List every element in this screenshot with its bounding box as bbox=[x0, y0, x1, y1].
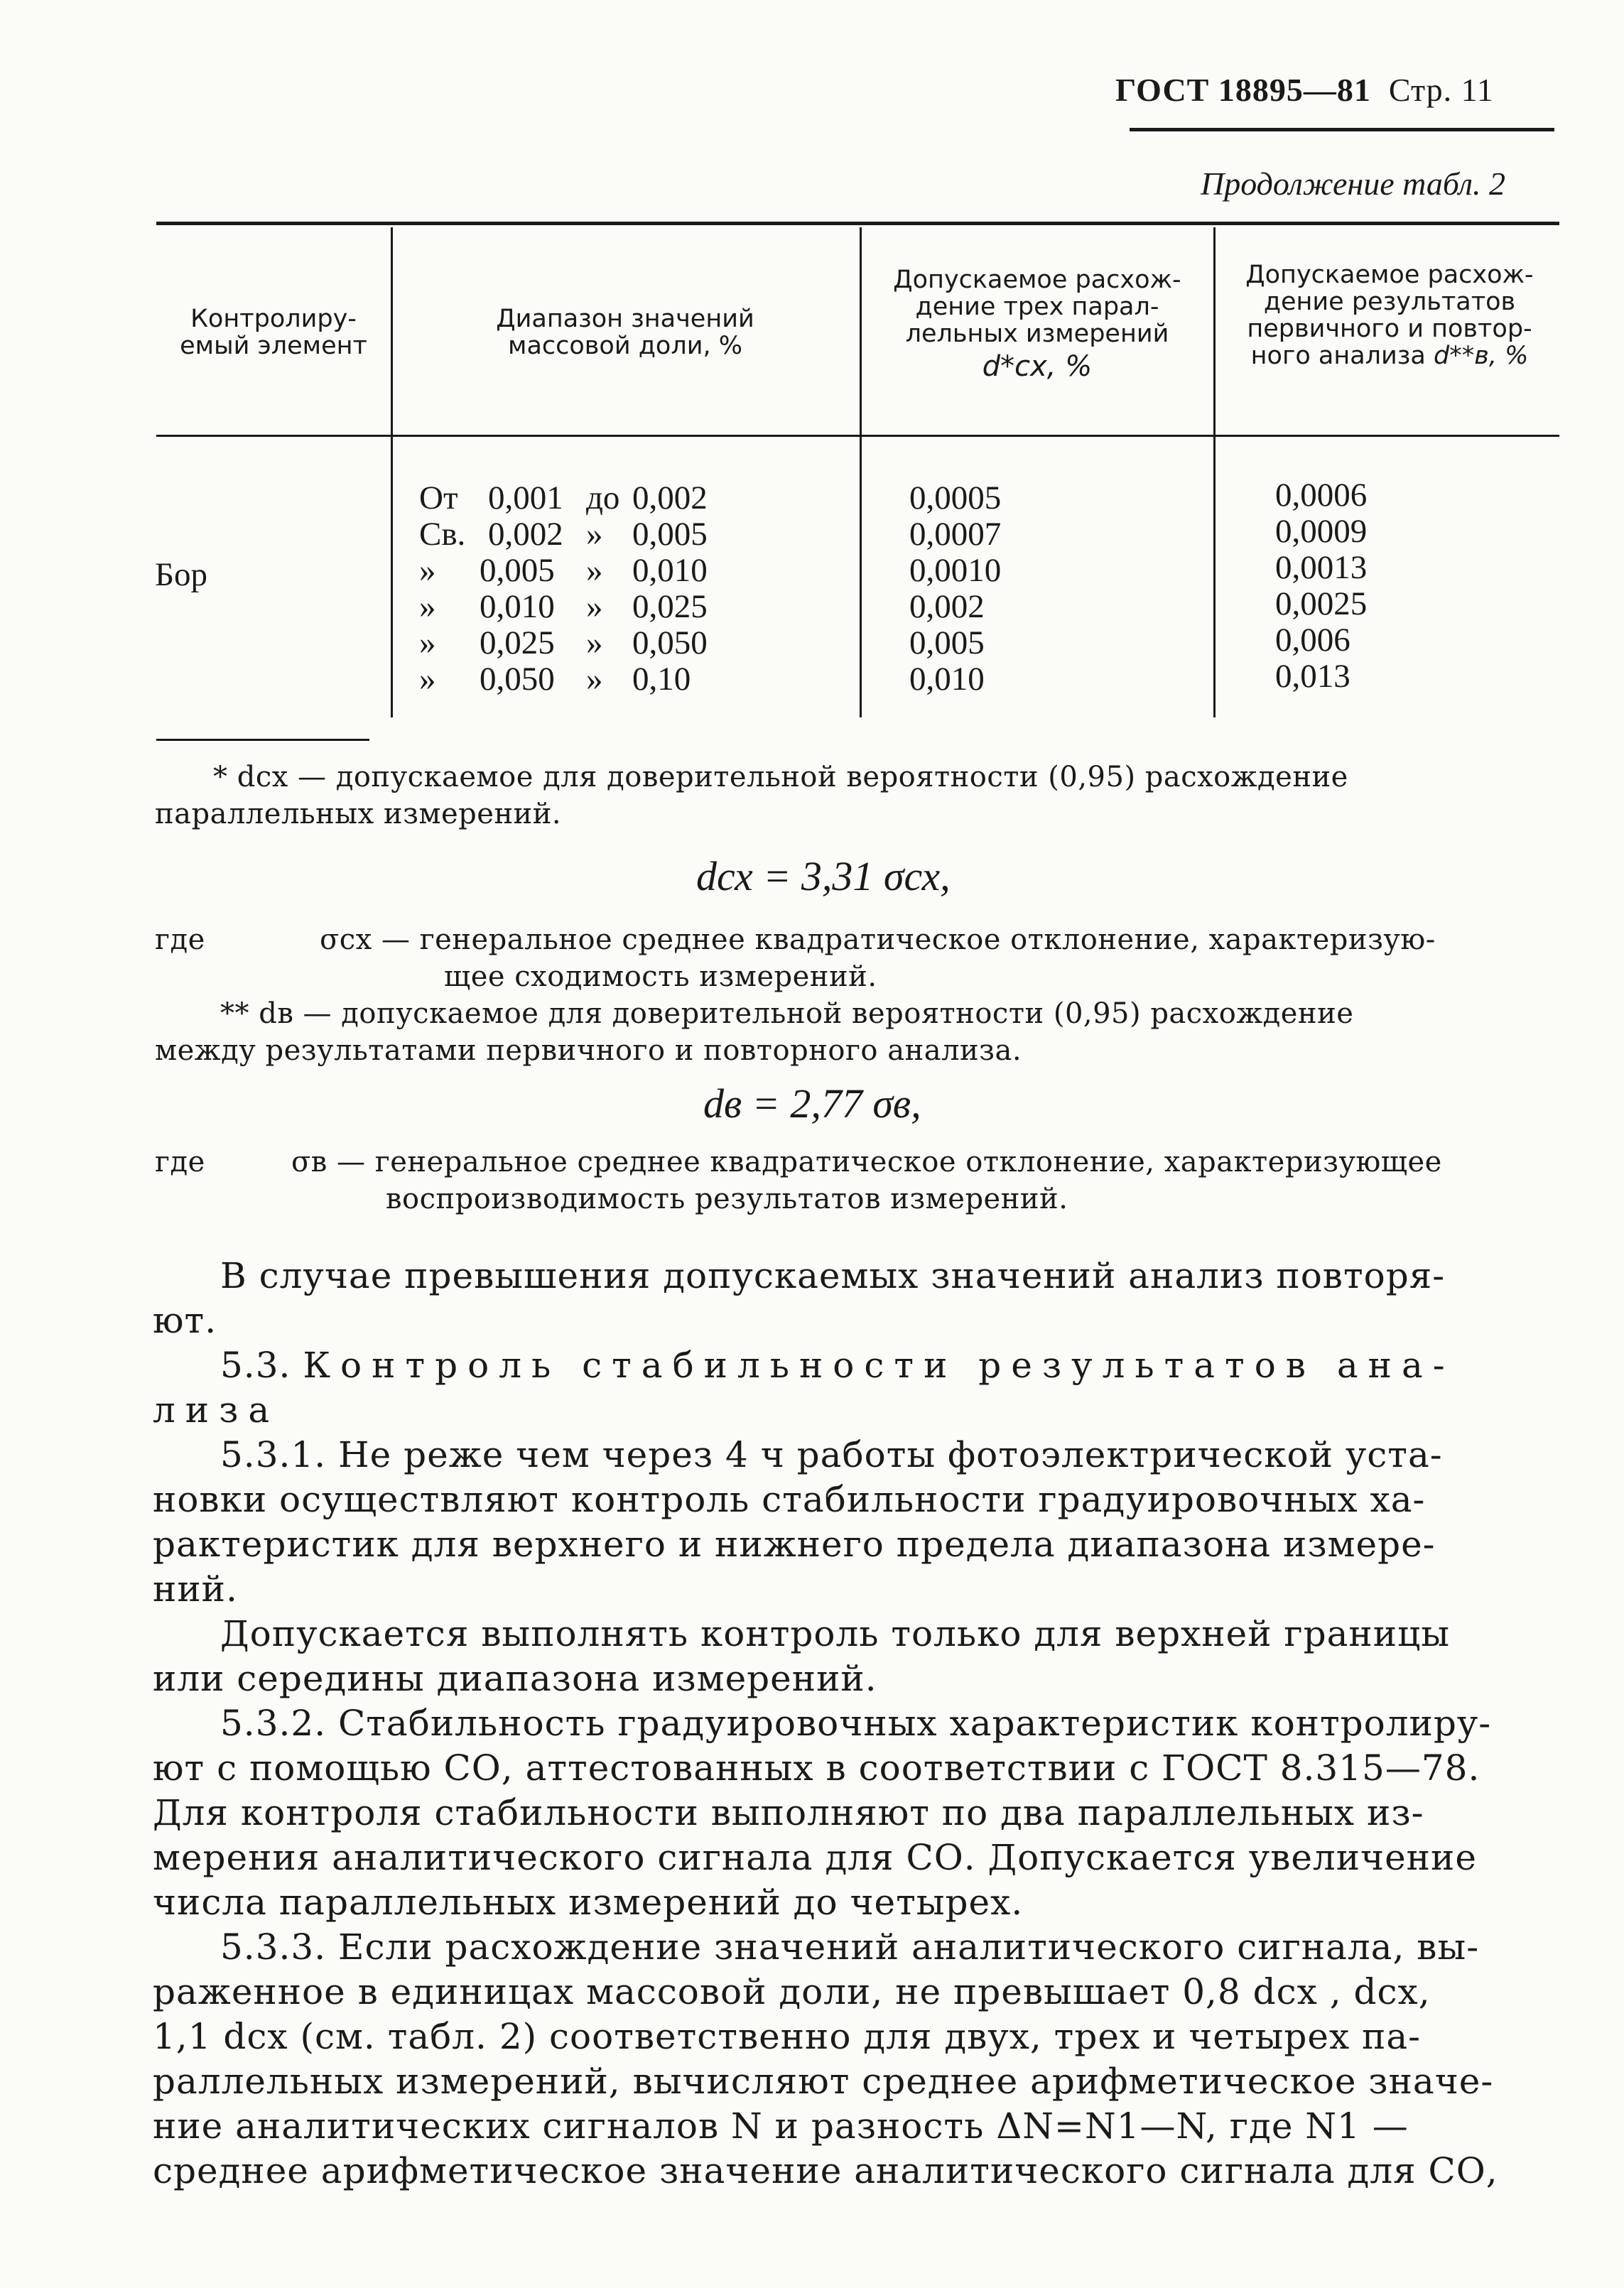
section-heading bbox=[153, 1343, 1552, 1388]
paragraph-line: В случае превышения допускаемых значений анализ повторя- bbox=[220, 1255, 1446, 1296]
table-col-divider-3 bbox=[1213, 227, 1216, 717]
range-prefix: » bbox=[419, 588, 436, 625]
range-sep: » bbox=[586, 588, 603, 625]
range-from: 0,005 bbox=[480, 552, 555, 589]
where-label-2: где bbox=[155, 1146, 205, 1178]
dv-value: 0,0006 bbox=[1275, 477, 1368, 514]
range-sep: до bbox=[586, 479, 620, 516]
column-header-element bbox=[160, 305, 387, 359]
element-cell: Бор bbox=[155, 556, 207, 593]
table-row bbox=[419, 516, 845, 553]
header-symbol: d**в, % bbox=[1433, 342, 1529, 370]
dv-column bbox=[1275, 477, 1367, 695]
paragraph-line: ют с помощью СО, аттестованных в соответствии с ГОСТ 8.315—78. bbox=[153, 1747, 1480, 1789]
table-row bbox=[419, 553, 845, 589]
dcx-value: 0,0005 bbox=[909, 479, 1002, 516]
paragraph-line: ний. bbox=[153, 1568, 238, 1610]
paragraph-line: ние аналитических сигналов N и разность ΔN=N1—N, где N1 — bbox=[153, 2105, 1409, 2147]
paragraph-line: 1,1 dсх (см. табл. 2) соответственно для двух, трех и четырех па- bbox=[153, 2016, 1422, 2057]
range-from: 0,010 bbox=[480, 588, 555, 625]
paragraph-line: новки осуществляют контроль стабильности градуировочных ха- bbox=[153, 1479, 1426, 1520]
where-text-1-cont: щее сходимость измерений. bbox=[444, 960, 877, 993]
range-to: 0,010 bbox=[632, 552, 708, 589]
where-text-2-cont: воспроизводимость результатов измерений. bbox=[386, 1183, 1068, 1215]
range-sep: » bbox=[586, 516, 603, 553]
range-to: 0,002 bbox=[632, 479, 708, 516]
header-line: емый элемент bbox=[180, 332, 367, 360]
dcx-value: 0,0010 bbox=[909, 552, 1002, 589]
header-line: первичного и повтор- bbox=[1247, 315, 1532, 343]
header-line: Диапазон значений bbox=[496, 305, 754, 333]
footnote-1: * dсх — допускаемое для доверительной вероятности (0,95) расхождение bbox=[213, 761, 1348, 793]
section-title-cont: лиза bbox=[153, 1389, 280, 1431]
range-to: 0,050 bbox=[632, 624, 708, 661]
column-header-dv bbox=[1219, 261, 1560, 369]
dv-value: 0,0025 bbox=[1275, 585, 1368, 622]
range-sep: » bbox=[586, 661, 603, 698]
range-to: 0,10 bbox=[632, 661, 691, 698]
footnote-2-cont: между результатами первичного и повторного анализа. bbox=[155, 1034, 1022, 1067]
formula-dcx: dсх = 3,31 σсх, bbox=[696, 853, 951, 899]
range-sep: » bbox=[586, 624, 603, 661]
footnote-separator bbox=[156, 739, 369, 741]
paragraph-line: мерения аналитического сигнала для СО. Допускается увеличение bbox=[153, 1837, 1477, 1878]
range-from: 0,002 bbox=[488, 516, 563, 553]
paragraph-line: 5.3.2. Стабильность градуировочных характеристик контролиру- bbox=[220, 1703, 1492, 1744]
dcx-value: 0,0007 bbox=[909, 516, 1002, 553]
range-prefix: » bbox=[419, 624, 436, 661]
range-sep: » bbox=[586, 552, 603, 589]
header-line: Контролиру- bbox=[190, 305, 357, 333]
header-rule bbox=[1130, 128, 1554, 131]
table-row bbox=[419, 589, 845, 625]
standard-number: ГОСТ 18895—81 bbox=[1115, 72, 1371, 108]
range-prefix: » bbox=[419, 661, 436, 698]
table-row bbox=[419, 661, 845, 698]
dv-value: 0,006 bbox=[1275, 622, 1350, 658]
section-title: Контроль стабильности результатов ана- bbox=[303, 1345, 1455, 1386]
dv-value: 0,013 bbox=[1275, 658, 1350, 695]
paragraph-line: раллельных измерений, вычисляют среднее арифметическое значе- bbox=[153, 2061, 1494, 2102]
dcx-value: 0,010 bbox=[909, 661, 985, 698]
paragraph-line: раженное в единицах массовой доли, не превышает 0,8 dсх , dсх, bbox=[153, 1971, 1431, 2012]
where-text-2: σв — генеральное среднее квадратическое отклонение, характеризующее bbox=[291, 1146, 1442, 1178]
header-line: Допускаемое расхож- bbox=[893, 266, 1181, 294]
footnote-2: ** dв — допускаемое для доверительной вероятности (0,95) расхождение bbox=[220, 997, 1354, 1030]
range-prefix: Св. bbox=[419, 516, 466, 553]
paragraph-line: числа параллельных измерений до четырех. bbox=[153, 1882, 1024, 1923]
range-from: 0,001 bbox=[488, 479, 563, 516]
header-line: ного анализа bbox=[1250, 342, 1426, 370]
dcx-value: 0,002 bbox=[909, 588, 985, 625]
formula-dv: dв = 2,77 σв, bbox=[703, 1080, 921, 1127]
dcx-column bbox=[909, 480, 1001, 698]
page-header bbox=[1115, 71, 1494, 109]
range-prefix: » bbox=[419, 552, 436, 589]
table-row bbox=[419, 625, 845, 661]
paragraph-line: среднее арифметическое значение аналитического сигнала для СО, bbox=[153, 2150, 1498, 2191]
range-to: 0,025 bbox=[632, 588, 708, 625]
header-symbol: d*сх, % bbox=[982, 350, 1093, 383]
range-from: 0,025 bbox=[480, 624, 555, 661]
table-col-divider-1 bbox=[391, 227, 393, 717]
body-text bbox=[153, 1254, 1552, 2194]
header-line: массовой доли, % bbox=[508, 332, 742, 360]
page-number: Стр. 11 bbox=[1388, 72, 1494, 108]
dv-value: 0,0009 bbox=[1275, 513, 1368, 550]
dcx-value: 0,005 bbox=[909, 624, 985, 661]
paragraph-line: 5.3.3. Если расхождение значений аналитического сигнала, вы- bbox=[220, 1926, 1480, 1968]
range-prefix: От bbox=[419, 479, 458, 516]
table-row bbox=[419, 480, 845, 516]
paragraph-line: ют. bbox=[153, 1300, 217, 1341]
table-continuation-caption: Продолжение табл. 2 bbox=[1201, 166, 1505, 202]
header-line: дение результатов bbox=[1263, 288, 1516, 316]
header-line: дение трех парал- bbox=[915, 293, 1159, 321]
range-from: 0,050 bbox=[480, 661, 555, 698]
paragraph-line: Для контроля стабильности выполняют по два параллельных из- bbox=[153, 1792, 1424, 1833]
dv-value: 0,0013 bbox=[1275, 549, 1368, 586]
table-header-rule bbox=[156, 435, 1559, 437]
header-line: Допускаемое расхож- bbox=[1245, 261, 1534, 289]
paragraph-line: Допускается выполнять контроль только для верхней границы bbox=[220, 1613, 1451, 1654]
table-col-divider-2 bbox=[860, 227, 862, 717]
range-to: 0,005 bbox=[632, 516, 708, 553]
column-header-range bbox=[398, 305, 852, 359]
paragraph-line: рактеристик для верхнего и нижнего предела диапазона измере- bbox=[153, 1524, 1436, 1565]
where-text-1: σсх — генеральное среднее квадратическое отклонение, характеризую- bbox=[320, 923, 1436, 956]
footnote-1-cont: параллельных измерений. bbox=[155, 798, 562, 830]
column-header-dcx bbox=[865, 266, 1209, 383]
paragraph-line: или середины диапазона измерений. bbox=[153, 1658, 877, 1699]
section-number: 5.3. bbox=[220, 1345, 291, 1386]
paragraph-line: 5.3.1. Не реже чем через 4 ч работы фотоэлектрической уста- bbox=[220, 1434, 1443, 1475]
where-label-1: где bbox=[155, 923, 205, 956]
range-column bbox=[419, 480, 845, 698]
table-top-rule bbox=[156, 222, 1559, 225]
header-line: лельных измерений bbox=[905, 320, 1169, 348]
